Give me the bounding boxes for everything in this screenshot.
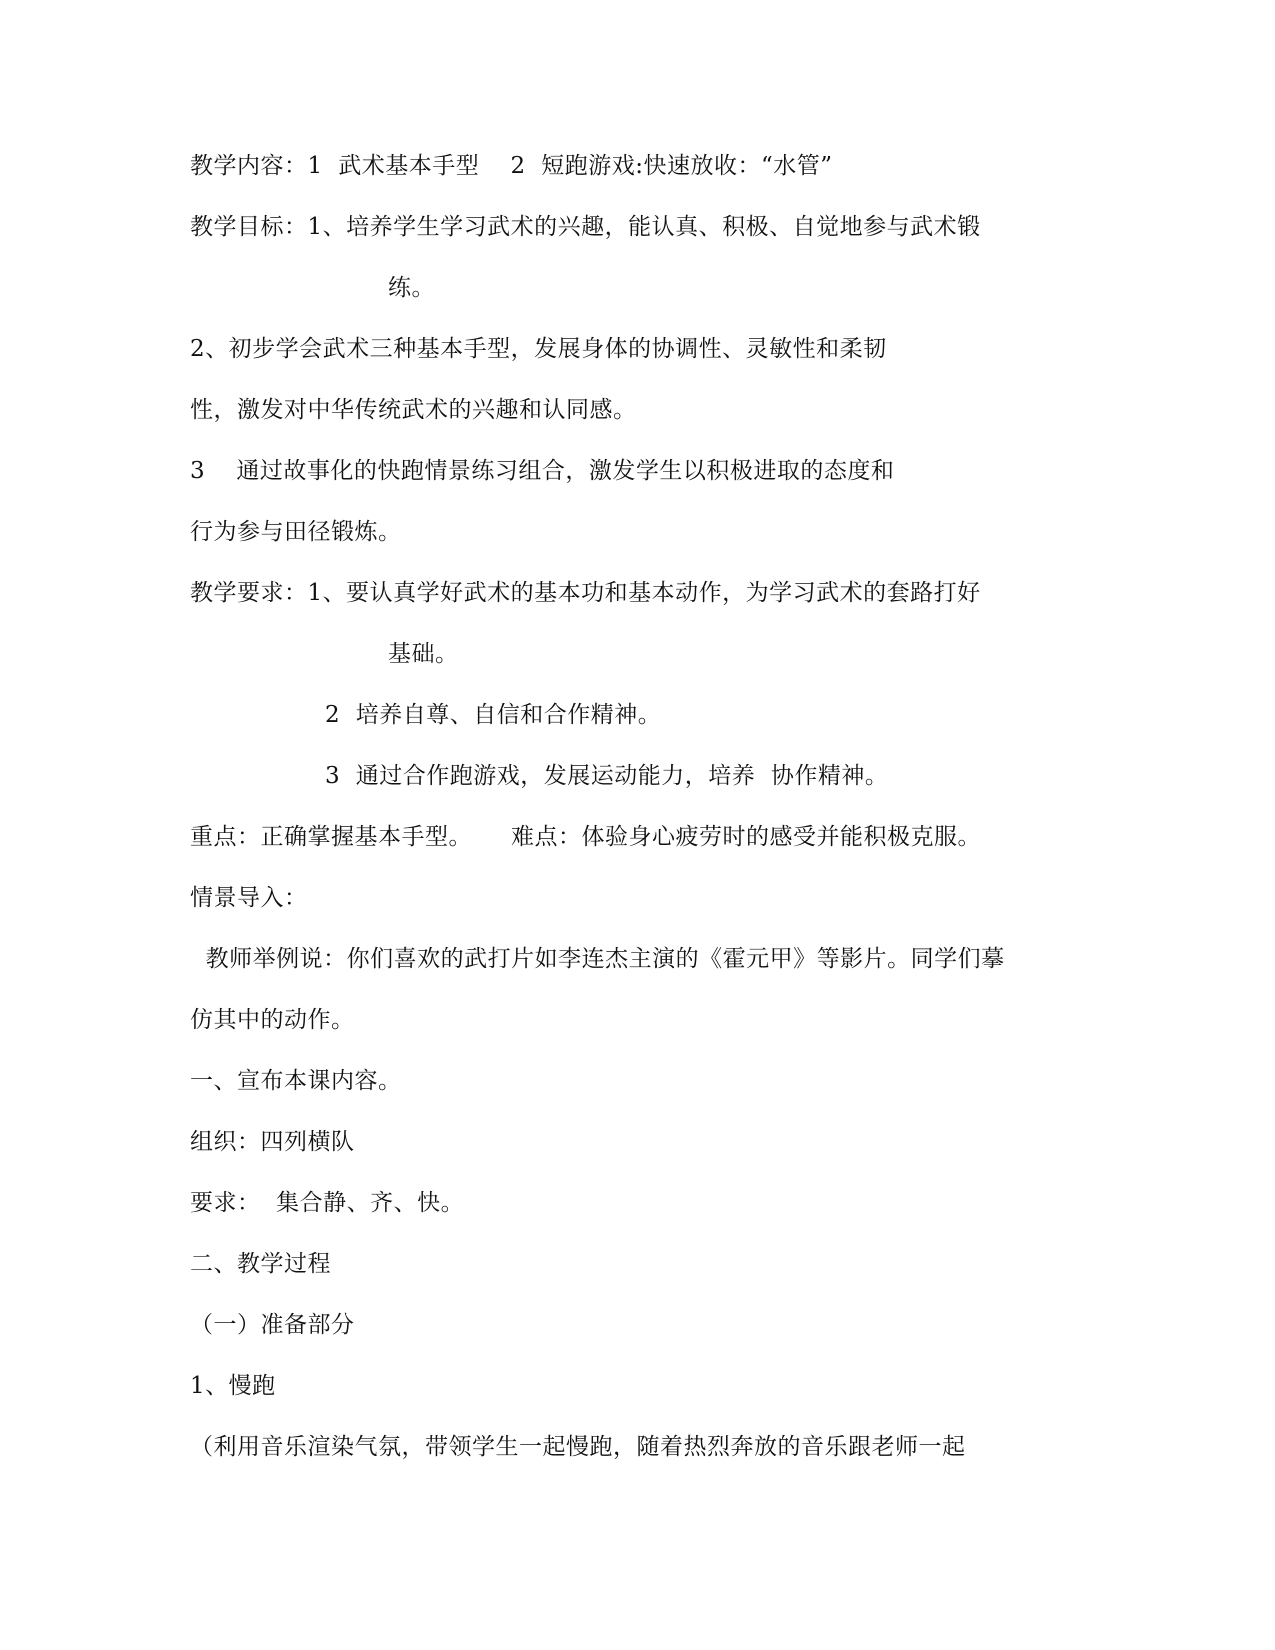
slow-run-item: 1、慢跑 [190, 1373, 276, 1399]
teaching-requirement-line-1: 教学要求：1、要认真学好武术的基本功和基本动作，为学习武术的套路打好 [190, 580, 981, 606]
teaching-goal-line-2-cont: 性，激发对中华传统武术的兴趣和认同感。 [190, 397, 637, 423]
organization-line: 组织：四列横队 [190, 1129, 355, 1155]
slow-run-description: （利用音乐渲染气氛，带领学生一起慢跑，随着热烈奔放的音乐跟老师一起 [190, 1434, 966, 1460]
scenario-intro-text: 教师举例说：你们喜欢的武打片如李连杰主演的《霍元甲》等影片。同学们摹 [190, 946, 1005, 972]
teaching-requirement-line-1-cont: 基础。 [388, 641, 459, 667]
scenario-intro-text-cont: 仿其中的动作。 [190, 1007, 355, 1033]
teaching-requirement-line-2: 2 培养自尊、自信和合作精神。 [325, 702, 662, 728]
teaching-requirement-line-3: 3 通过合作跑游戏，发展运动能力，培养 协作精神。 [325, 763, 889, 789]
section-one-heading: 一、宣布本课内容。 [190, 1068, 402, 1094]
teaching-goal-line-1: 教学目标：1、培养学生学习武术的兴趣，能认真、积极、自觉地参与武术锻 [190, 214, 981, 240]
teaching-content-line: 教学内容：1 武术基本手型 2 短跑游戏:快速放收：“水管” [190, 153, 833, 179]
teaching-goal-line-1-cont: 练。 [388, 275, 435, 301]
scenario-intro-heading: 情景导入： [190, 885, 308, 911]
section-two-heading: 二、教学过程 [190, 1251, 331, 1277]
requirement-line: 要求： 集合静、齐、快。 [190, 1190, 465, 1216]
teaching-goal-line-3: 3 通过故事化的快跑情景练习组合，激发学生以积极进取的态度和 [190, 458, 895, 484]
key-and-difficult-points: 重点：正确掌握基本手型。 难点：体验身心疲劳时的感受并能积极克服。 [190, 824, 982, 850]
preparation-part-heading: （一）准备部分 [190, 1312, 355, 1338]
teaching-goal-line-3-cont: 行为参与田径锻炼。 [190, 519, 402, 545]
teaching-goal-line-2: 2、初步学会武术三种基本手型，发展身体的协调性、灵敏性和柔韧 [190, 336, 887, 362]
